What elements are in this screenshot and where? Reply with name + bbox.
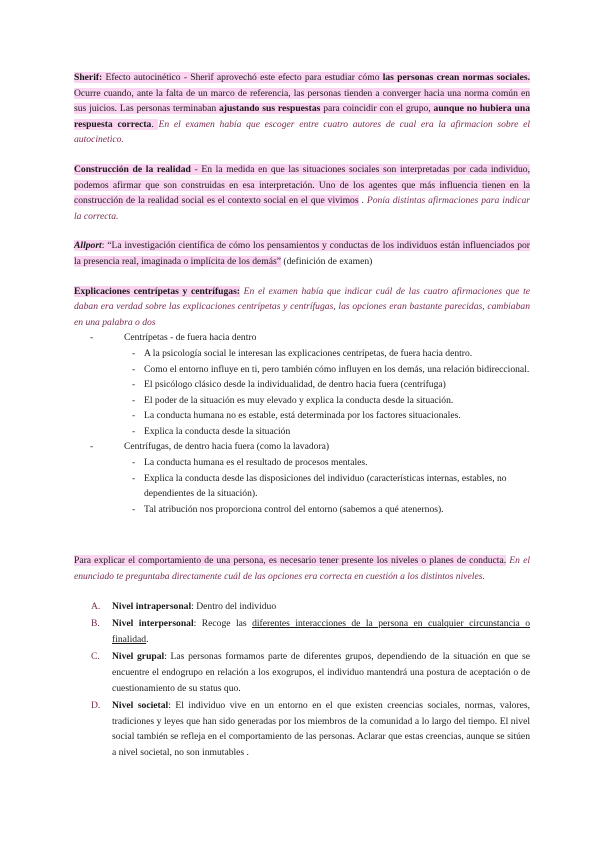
list-item: - Como el entorno influye en ti, pero también cómo influyen en los demás, una relación bidireccional. bbox=[124, 362, 530, 378]
construccion-exam-note: Ponía distintas afirmaciones para indicar la correcta. bbox=[74, 195, 530, 222]
nivel-item bbox=[74, 599, 530, 615]
nivel-tail: . bbox=[146, 633, 149, 645]
list-item: - A la psicología social le interesan las explicaciones centrípetas, de fuera hacia dentro. bbox=[124, 346, 530, 362]
list-item: - Explica la conducta desde la situación bbox=[124, 424, 530, 440]
nivel-term: Nivel intrapersonal bbox=[112, 600, 192, 612]
list-item: - El poder de la situación es muy elevado y explica la conducta desde la situación. bbox=[124, 393, 530, 409]
explicaciones-term: Explicaciones centrípetas y centrífugas: bbox=[74, 285, 241, 297]
group-centrifugas bbox=[74, 439, 530, 517]
nivel-underlined-text: diferentes interacciones de la persona en cualquier circunstancia o finalidad bbox=[112, 618, 530, 645]
sherif-text-1: Efecto autocinético - Sherif aprovechó este efecto para estudiar cómo bbox=[102, 72, 383, 83]
allport-note: (definición de examen) bbox=[280, 255, 373, 267]
allport-definition: : “La investigación científica de cómo los pensamientos y conductas de los individuos están influenciados por la presencia real, imaginada o implícita de los demás” bbox=[74, 240, 530, 267]
group-label: Centrífugas, de dentro hacia fuera (como la lavadora) bbox=[124, 441, 330, 453]
niveles-intro-text: Para explicar el comportamiento de una persona, es necesario tener presente los niveles o planes de conducta bbox=[74, 555, 504, 567]
nivel-term: Nivel grupal bbox=[112, 651, 165, 663]
niveles-intro-highlight bbox=[74, 555, 506, 566]
sherif-bold-1: las personas crean normas sociales. bbox=[382, 72, 530, 83]
group-items bbox=[124, 455, 530, 517]
niveles-intro bbox=[74, 553, 530, 584]
list-marker: C. bbox=[91, 651, 100, 663]
explicaciones-intro bbox=[74, 284, 530, 331]
explicaciones-section bbox=[74, 284, 530, 518]
explicaciones-exam-note: En el examen había que indicar cuál de las cuatro afirmaciones que te daban era verdad sobre las explicaciones centrípetas y centrífugas, las opciones eran bastante parecidas, cambiaban en una palabra o dos bbox=[74, 285, 530, 328]
list-item: - La conducta humana es el resultado de procesos mentales. bbox=[124, 455, 530, 471]
nivel-item bbox=[74, 649, 530, 696]
sherif-text-4: . bbox=[151, 118, 159, 130]
construccion-text: - En la medida en que las situaciones sociales son interpretadas por cada individuo, podemos afirmar que son construidas en esa interpretación. Uno de los agentes que más influencia tienen en la construcción de la realidad social es el contexto social en el que vivimos bbox=[74, 163, 530, 207]
list-item: - La conducta humana no es estable, está determinada por los factores situacionales. bbox=[124, 408, 530, 424]
sherif-text-3: para coincidir con el grupo, bbox=[320, 103, 434, 115]
sherif-paragraph bbox=[74, 70, 530, 148]
construccion-paragraph bbox=[74, 162, 530, 224]
allport-term: Allport bbox=[74, 240, 102, 252]
sherif-bold-2: ajustando sus respuestas bbox=[218, 103, 321, 115]
list-item: - El psicólogo clásico desde la individualidad, de dentro hacia fuera (centrífuga) bbox=[124, 377, 530, 393]
sherif-bold-3: aunque no hubiera una respuesta correcta bbox=[74, 103, 530, 130]
list-marker: B. bbox=[91, 618, 100, 630]
group-centripetas bbox=[74, 330, 530, 439]
group-items bbox=[124, 346, 530, 440]
list-marker: D. bbox=[91, 700, 101, 712]
nivel-text: : El individuo vive en un entorno en el que existen creencias sociales, normas, valores, tradiciones y leyes que han sido generadas por los miembros de la comunidad a lo largo del tiempo. El nivel social también se refleja en el comportamiento de las personas. Aclarar que estas creencias, aunque se sitúen a nivel societal, no son inmutables bbox=[112, 700, 530, 758]
allport-paragraph bbox=[74, 238, 530, 269]
niveles-exam-note: En el enunciado te preguntaba directamente cuál de las opciones era correcta en cuestión a los distintos niveles. bbox=[74, 555, 530, 583]
explicaciones-groups bbox=[74, 330, 530, 517]
nivel-item bbox=[74, 616, 530, 647]
nivel-term: Nivel interpersonal bbox=[112, 618, 194, 630]
nivel-item bbox=[74, 698, 530, 760]
sherif-exam-note: En el examen había que escoger entre cuatro autores de cual era la afirmacion sobre el autocinetico. bbox=[74, 118, 530, 146]
nivel-text: : Recoge las bbox=[193, 618, 253, 630]
list-item: - Explica la conducta desde las disposiciones del individuo (características internas, estables, no dependientes de la situación). bbox=[124, 471, 530, 502]
nivel-term: Nivel societal bbox=[112, 700, 169, 712]
niveles-section bbox=[74, 553, 530, 760]
list-marker: A. bbox=[91, 600, 101, 612]
sherif-term: Sherif: bbox=[74, 72, 103, 83]
niveles-intro-dot: . bbox=[503, 555, 507, 567]
nivel-tail: . bbox=[244, 746, 249, 758]
nivel-text: : Las personas formamos parte de diferentes grupos, dependiendo de la situación en que se encuentre el endogrupo en relación a los exogrupos, el individuo mantendrá una postura de aceptación o de cuestionamiento de su status quo. bbox=[112, 651, 530, 694]
sherif-text-2: Ocurre cuando, ante la falta de un marco de referencia, las personas tienden a converger hacia una norma común en sus juicios. Las personas terminaban bbox=[74, 87, 530, 115]
construccion-term: Construcción de la realidad bbox=[74, 163, 191, 175]
group-label: Centrípetas - de fuera hacia dentro bbox=[124, 332, 257, 344]
construccion-dot: . bbox=[358, 195, 367, 207]
list-item: - Tal atribución nos proporciona control del entorno (sabemos a qué atenernos). bbox=[124, 502, 530, 518]
niveles-list bbox=[74, 599, 530, 761]
document-page bbox=[74, 70, 530, 763]
nivel-text: : Dentro del individuo bbox=[191, 600, 277, 612]
